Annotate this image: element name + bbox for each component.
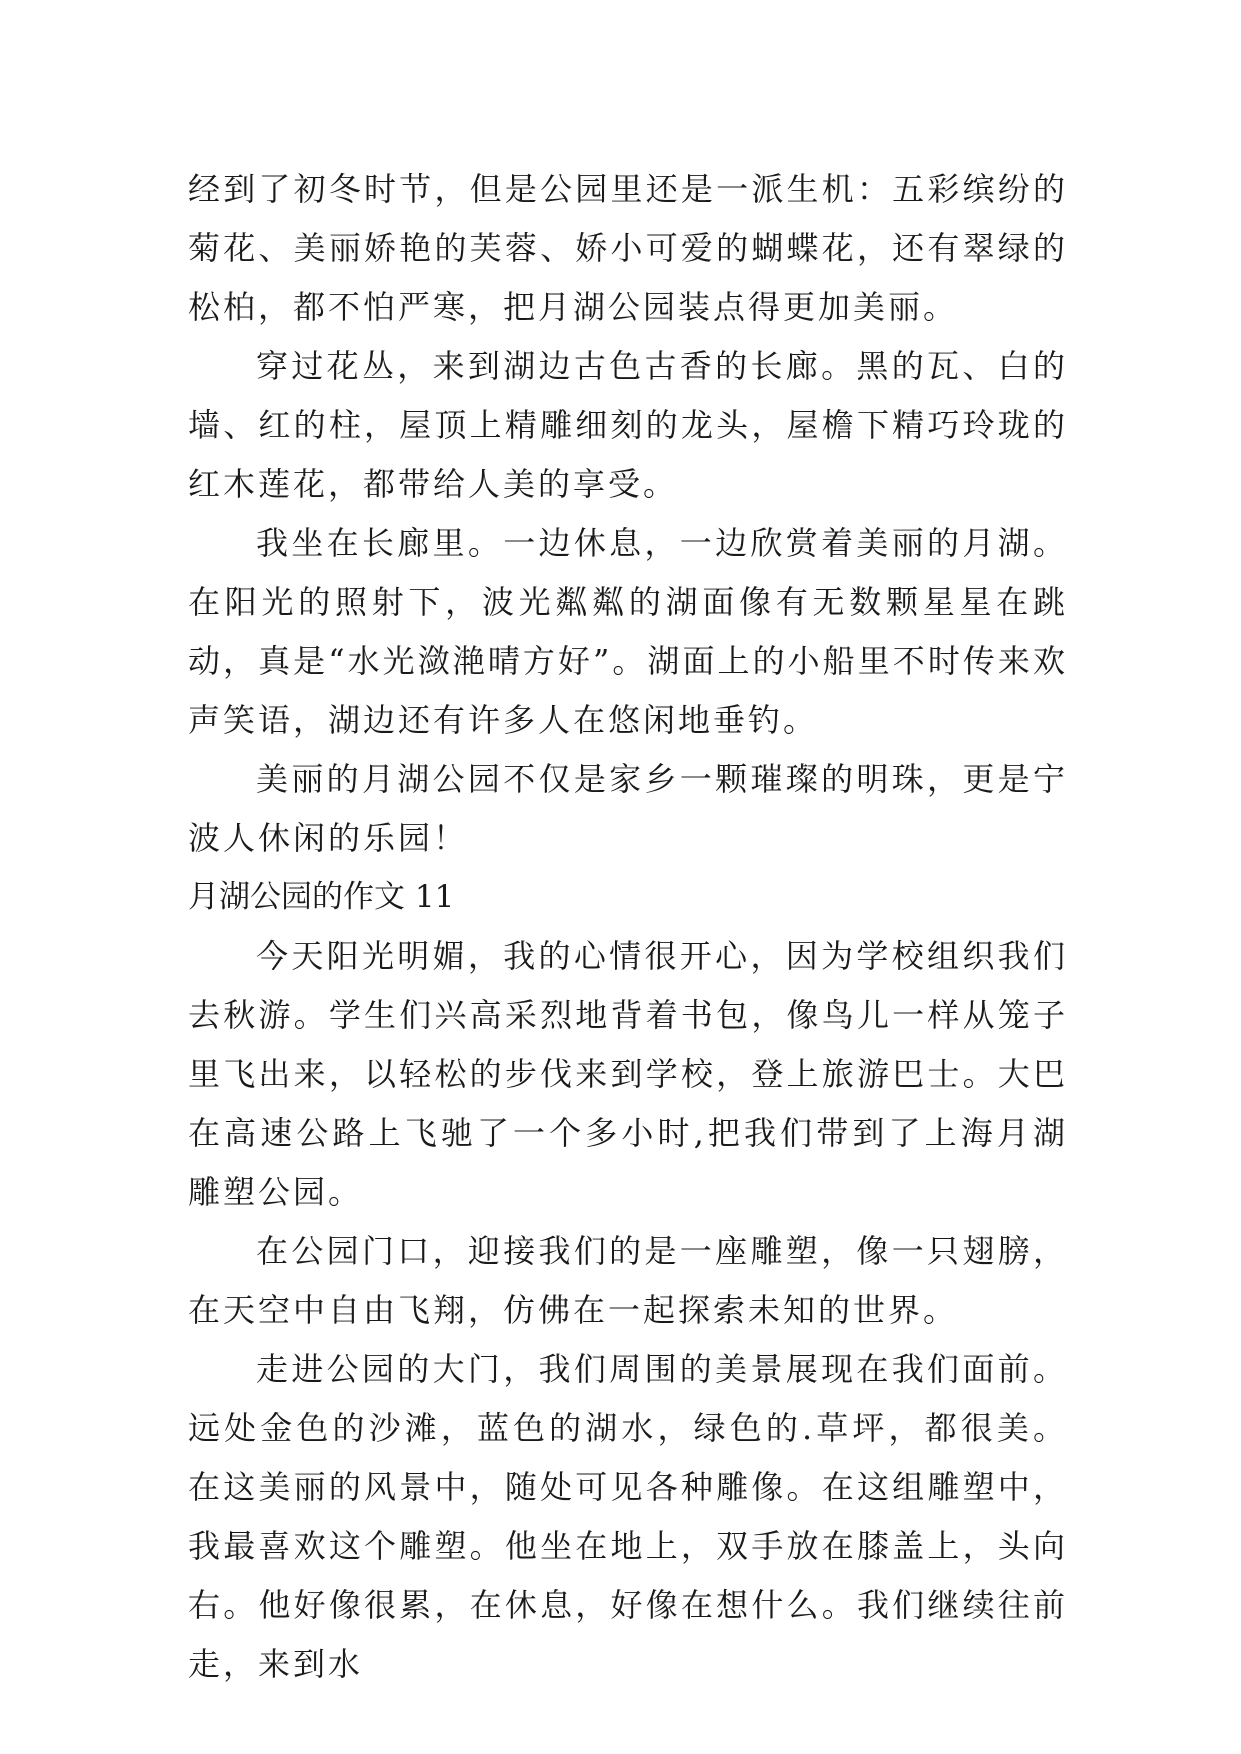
paragraph: 穿过花丛，来到湖边古色古香的长廊。黑的瓦、白的墙、红的柱，屋顶上精雕细刻的龙头，屋檐下精巧玲珑的红木莲花，都带给人美的享受。 <box>188 347 1068 503</box>
paragraph: 我坐在长廊里。一边休息，一边欣赏着美丽的月湖。在阳光的照射下，波光粼粼的湖面像有无数颗星星在跳动，真是“水光潋滟晴方好”。湖面上的小船里不时传来欢声笑语，湖边还有许多人在悠闲地垂钓。 <box>188 524 1068 739</box>
paragraph: 今天阳光明媚，我的心情很开心，因为学校组织我们去秋游。学生们兴高采烈地背着书包，像鸟儿一样从笼子里飞出来，以轻松的步伐来到学校，登上旅游巴士。大巴在高速公路上飞驰了一个多小时,把我们带到了上海月湖雕塑公园。 <box>188 937 1068 1211</box>
paragraph: 在公园门口，迎接我们的是一座雕塑，像一只翅膀，在天空中自由飞翔，仿佛在一起探索未知的世界。 <box>188 1232 1068 1329</box>
document-body <box>188 160 1068 1694</box>
paragraph: 经到了初冬时节，但是公园里还是一派生机：五彩缤纷的菊花、美丽娇艳的芙蓉、娇小可爱的蝴蝶花，还有翠绿的松柏，都不怕严寒，把月湖公园装点得更加美丽。 <box>188 170 1068 326</box>
paragraph: 美丽的月湖公园不仅是家乡一颗璀璨的明珠，更是宁波人休闲的乐园！ <box>188 760 1068 857</box>
section-heading: 月湖公园的作文 11 <box>188 879 455 915</box>
paragraph: 走进公园的大门，我们周围的美景展现在我们面前。远处金色的沙滩，蓝色的湖水，绿色的.草坪，都很美。在这美丽的风景中，随处可见各种雕像。在这组雕塑中，我最喜欢这个雕塑。他坐在地上，双手放在膝盖上，头向右。他好像很累，在休息，好像在想什么。我们继续往前走，来到水 <box>188 1350 1068 1683</box>
